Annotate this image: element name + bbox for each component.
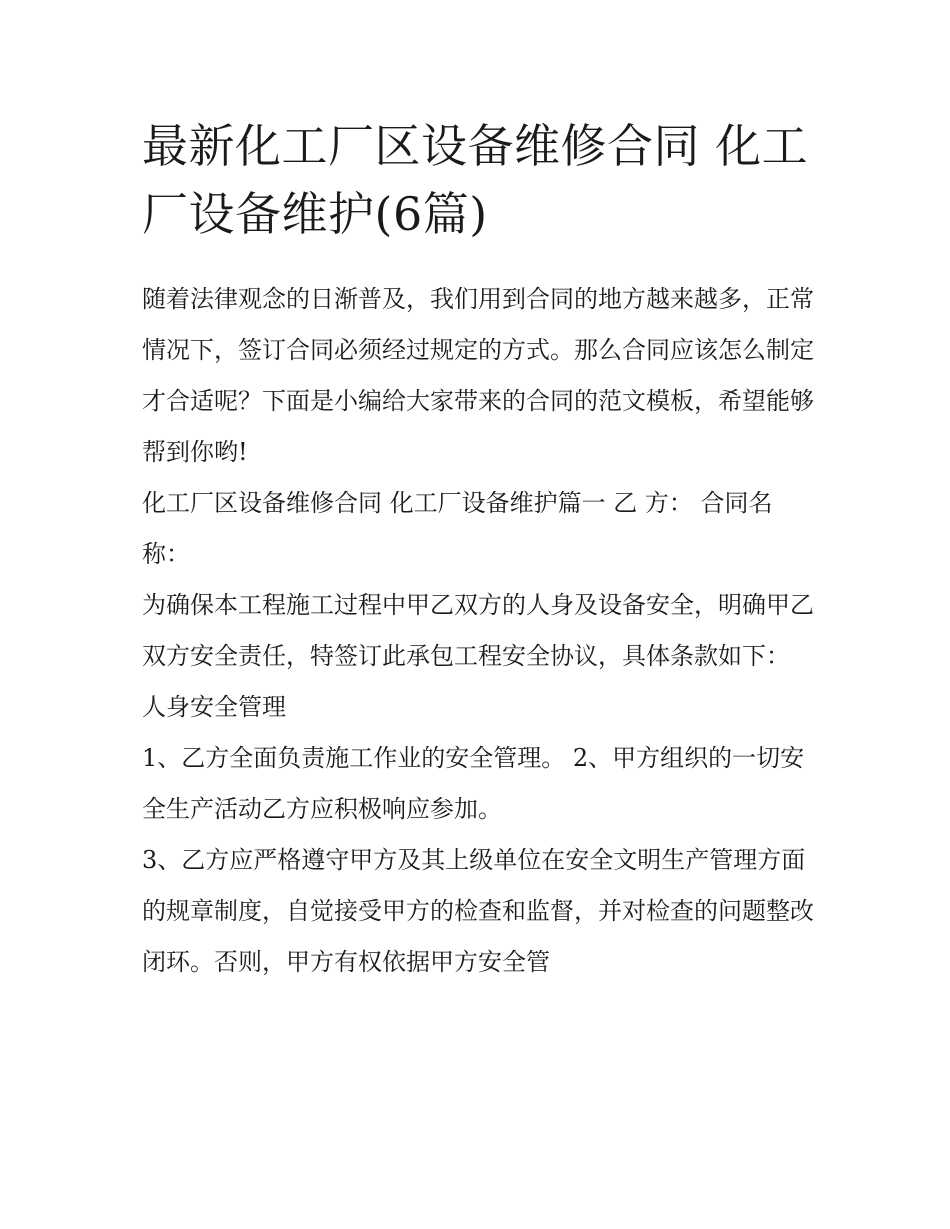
purpose-paragraph: 为确保本工程施工过程中甲乙双方的人身及设备安全，明确甲乙双方安全责任，特签订此承包工程安全协议，具体条款如下： 人身安全管理: [142, 591, 814, 721]
intro-paragraph: 随着法律观念的日渐普及，我们用到合同的地方越来越多，正常情况下，签订合同必须经过规定的方式。那么合同应该怎么制定才合适呢？下面是小编给大家带来的合同的范文模板，希望能够帮到你哟!: [142, 285, 814, 466]
contract-heading-paragraph: 化工厂区设备维修合同 化工厂设备维护篇一 乙 方： 合同名称：: [142, 489, 773, 568]
document-title: 最新化工厂区设备维修合同 化工厂设备维护(6篇): [142, 119, 809, 241]
clause-3-paragraph: 3、乙方应严格遵守甲方及其上级单位在安全文明生产管理方面的规章制度，自觉接受甲方的检查和监督，并对检查的问题整改闭环。否则，甲方有权依据甲方安全管: [142, 846, 814, 976]
document-page: [142, 112, 814, 988]
clause-1-2-paragraph: 1、乙方全面负责施工作业的安全管理。 2、甲方组织的一切安全生产活动乙方应积极响应参加。: [142, 744, 805, 823]
